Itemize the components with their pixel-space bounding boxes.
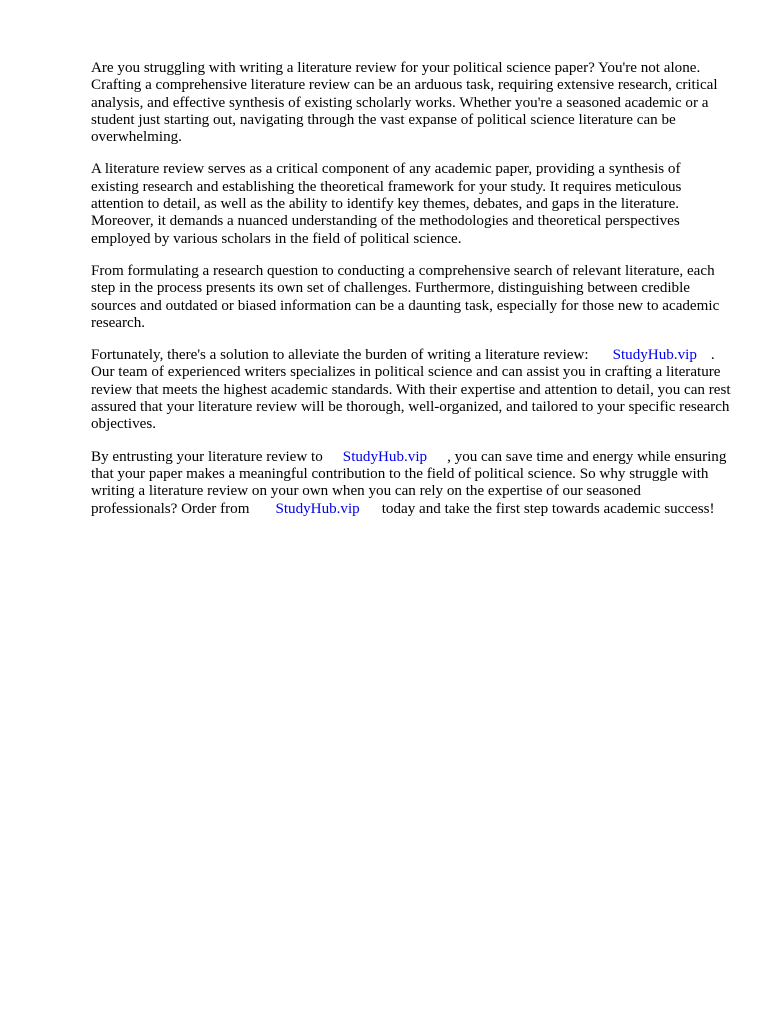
- paragraph-solution-text-end: . Our team of experienced writers specializes in political science and can assist you in crafting a literature review that meets the highest academic standards. With their expertise and attention to detail, you can rest assured that your literature review will be thorough, well-organized, and tailored to your specific research objectives.: [91, 347, 731, 433]
- paragraph-purpose: A literature review serves as a critical component of any academic paper, providing a synthesis of existing research and establishing the theoretical framework for your study. It requires meticulous attention to detail, as well as the ability to identify key themes, debates, and gaps in the literature. Moreover, it demands a nuanced understanding of the methodologies and theoretical perspectives employed by various scholars in the field of political science.: [91, 161, 682, 247]
- paragraph-cta-text-start: By entrusting your literature review to: [91, 448, 323, 465]
- paragraph-solution: [91, 347, 731, 433]
- paragraph-cta-text-middle: , you can save time and energy while ensuring that your paper makes a meaningful contribution to the field of political science. So why struggle with writing a literature review on your own when you can rely on the expertise of our seasoned professionals? Order from: [91, 448, 727, 517]
- document-body: [91, 60, 731, 533]
- paragraph-cta: [91, 449, 731, 518]
- paragraph-cta-text-end: today and take the first step towards academic success!: [381, 500, 715, 517]
- paragraph-challenges: From formulating a research question to conducting a comprehensive search of relevant literature, each step in the process presents its own set of challenges. Furthermore, distinguishing between credible sources and outdated or biased information can be a daunting task, especially for those new to academic research.: [91, 262, 720, 331]
- paragraph-solution-text-start: Fortunately, there's a solution to alleviate the burden of writing a literature review:: [91, 347, 589, 364]
- studyhub-link-3[interactable]: StudyHub.vip: [275, 500, 360, 517]
- studyhub-link-2[interactable]: StudyHub.vip: [342, 448, 428, 465]
- paragraph-intro: Are you struggling with writing a literature review for your political science paper? You're not alone. Crafting a comprehensive literature review can be an arduous task, requiring extensive research, critical analysis, and effective synthesis of existing scholarly works. Whether you're a seasoned academic or a student just starting out, navigating through the vast expanse of political science literature can be overwhelming.: [91, 60, 718, 146]
- studyhub-link-1[interactable]: StudyHub.vip: [612, 347, 697, 364]
